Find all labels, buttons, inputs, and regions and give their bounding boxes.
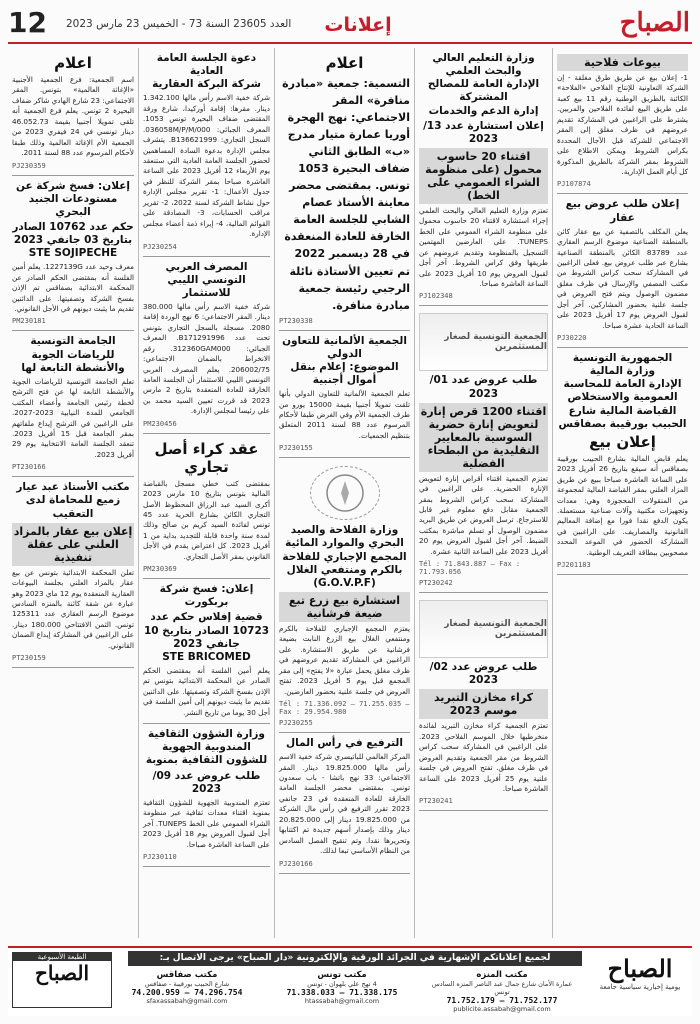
office-address: عمارة الأمان شارع جمال عبد الناصر المنزه السادس تونس: [431, 980, 573, 996]
ad-highlight: اقتناء 20 حاسوب محمول (على منظومة الشراء العمومي على الخط): [419, 148, 548, 204]
weekly-logo-name: الصباح: [34, 961, 90, 985]
ad-title: الجمهورية التونسية وزارة المالية الإدارة العامة للمحاسبة العمومية والاستخلاص القباضة المالية شارع الحبيب بورقيبة بصفاقس: [558, 352, 687, 430]
ad-reference: PT230166: [12, 463, 46, 472]
footer-logo-daily: [590, 954, 690, 991]
office-tunis: [267, 970, 417, 1005]
ad-subtitle: إعلان استشارة عدد 13/ 2023: [423, 119, 544, 145]
ad-body: تعتزم وزارة التعليم العالي والبحث العلمي إجراء استشارة لاقتناء 20 حاسوب محمول على منظومة الشراء العمومي على الخط TUNEPS. على العارضين المهتمين التسجيل بالمنظومة وتقديم عروضهم عن طريقها وفق كراس الشروط. آخر أجل لقبول العروض يوم 10 أفريل 2023 على الساعة العاشرة صباحا.: [419, 205, 548, 288]
column-2: [414, 48, 552, 938]
ad-reference: PJ107874: [557, 180, 591, 189]
ad-reference: PT230159: [12, 654, 46, 663]
ad-auction-sale: [12, 477, 134, 668]
ads-columns: [8, 48, 692, 938]
ad-title: مكتب الأستاذ عبد عيار زميع للمحاماة لدى التعقيب: [16, 481, 130, 520]
ad-body: يعلم قابض المالية بشارع الحبيب بورقيبة بصفاقس أنه سيقع بتاريخ 26 أفريل 2023 على الساعة العاشرة صباحا ببيع عن طريق المزاد العلني بمقر القباضة المالية لمجموعة من المنقولات المحجوزة وهي: معدات وتجهيزات مكتبية وآلات صناعية مستعملة. يكون الدفع نقدا فورا مع إضافة المعاليم القانونية والمصاريف. على الراغبين في المشاركة الحضور في الموعد المحدد مصحوبين ببطاقة التعريف الوطنية.: [557, 453, 688, 557]
column-3: [274, 48, 414, 938]
ad-title: بيوعات فلاحية: [557, 54, 688, 71]
contact-banner: لجميع إعلاناتكم الإشهارية في الجرائد الورقية والإلكترونية «دار الصباح» يرجى الاتصال بـ:: [128, 951, 582, 966]
ad-reference: PT230242: [419, 579, 453, 588]
page-header: [8, 6, 692, 44]
ad-tender-01: [419, 306, 548, 593]
ad-highlight: إعلان بيع عقار بالمزاد العلني على عقلة تنفيذية: [13, 524, 133, 564]
ad-sojipeche-liquidation: [12, 176, 134, 332]
footer-logo-tagline: يومية إخبارية سياسية جامعة: [599, 983, 681, 991]
ad-agricultural-sales: [557, 48, 688, 194]
footer-logo-weekly: [12, 952, 112, 1008]
page-footer: [8, 946, 692, 1016]
ad-title: اعلام: [325, 54, 364, 72]
ad-body: تعتزم الجمعية اقتناء أقراص إنارة لتعويض الإنارة الحضرية. على الراغبين في المشاركة سحب كراس الشروط بمقر الجمعية مقابل دفع معلوم غير قابل للاسترجاع. ترسل العروض عن طريق البريد مضمون الوصول أو تسلم مباشرة بمكتب الضبط. آخر أجل لقبول العروض يوم 20 أفريل 2023 على الساعة الثانية عشرة.: [419, 473, 548, 556]
ad-title: المصرف العربي التونسي الليبي للاستثمار: [165, 260, 248, 299]
page-number: 12: [8, 6, 47, 39]
ad-title: وزارة التعليم العالي والبحث العلمي الإدارة العامة للمصالح المشتركة إدارة الدعم والخدمات: [427, 52, 540, 117]
office-address: شارع الحبيب بورقيبة - صفاقس: [144, 980, 230, 988]
footer-logo-name: الصباح: [607, 954, 673, 983]
ad-general-meeting: [143, 48, 270, 257]
ad-subtitle: حكم عدد 10762 الصادر بتاريخ 03 جانفي 2023 STE SOJIPECHE: [12, 220, 134, 260]
ad-title: وزارة الفلاحة والصيد البحري والموارد المائية المجمع الإجباري للفلاحة بالكرم ومنتفعي الغلال (G.O.V.P.F): [282, 524, 407, 589]
ad-highlight: كراء مخازن التبريد موسم 2023: [419, 689, 548, 719]
office-email: publicite.assabah@gmail.com: [453, 1005, 551, 1013]
ad-highlight: اقتناء 1200 قرص إنارة لتعويض إنارة حضرية السوسية بالمعايير التقليدية من البطحاء الفضلية: [420, 404, 547, 470]
ad-heading: طلب عروض عدد 02/ 2023: [429, 661, 538, 687]
ad-title: عقد كراء أصل تجاري: [154, 439, 259, 476]
ad-body: تعلم الجامعة التونسية للرياضات الجوية والأنشطة التابعة لها عن فتح الترشح لخطة رئيس الجامعة وأعضاء المكتب الجامعي للمدة النيابية 2023-2027. على الراغبين في الترشح إيداع ملفاتهم بمقر الجامعة قبل 15 أفريل 2023. تنعقد الجلسة العامة الانتخابية يوم 29 أفريل 2023.: [12, 376, 134, 459]
ad-company-liquidation: [143, 579, 270, 724]
association-name: الجمعية التونسية لصغار المستثمرين: [444, 332, 547, 353]
ad-reference: PJ201183: [557, 561, 591, 570]
office-title: مكتب تونس: [317, 970, 367, 980]
office-phone: 74.200.959 — 74.296.754: [131, 988, 243, 997]
ad-contact: Tél : 71.843.887 — Fax : 71.793.056: [419, 560, 521, 577]
ad-reference: PT230241: [419, 797, 453, 806]
ad-reference: PJ230255: [279, 719, 313, 728]
ad-title: الجمعية الألمانية للتعاون الدولي الموضوع: إعلام بنقل أموال أجنبية: [282, 334, 407, 387]
ad-reference: PJ230359: [12, 161, 46, 170]
ad-subtitle: طلب عروض عدد 09/ 2023: [152, 769, 261, 795]
ad-culture-tender: [143, 724, 270, 867]
association-logo: [419, 313, 548, 371]
ad-association-notice: [279, 48, 410, 331]
ad-heading: إعلان بيع: [589, 432, 656, 451]
ad-body: تعلم الجمعية الألمانية للتعاون الدولي بأنها تلقت تمويلا أجنبيا بقيمة 15000 يورو من طرف الجمعية الأم وفي الغرض طبقا لأحكام المرسوم عدد 88 لسنة 2011 المتعلق بتنظيم الجمعيات.: [279, 389, 411, 440]
column-5: [8, 48, 138, 938]
ad-subtitle: قضية إفلاس حكم عدد 10723 الصادر بتاريخ 10 جانفي 2023 STE BRICOMED: [143, 611, 270, 663]
ad-title: دعوة الجلسة العامة العادية شركة البركة العقارية: [152, 52, 261, 91]
ad-bank-notice: [143, 257, 270, 434]
ad-agriculture-group: [279, 458, 410, 733]
ad-heading: طلب عروض عدد 01/ 2023: [429, 374, 538, 400]
association-logo: [419, 600, 548, 658]
ad-body: يعلم أمين الفلسة أنه بمقتضى الحكم الصادر عن المحكمة الابتدائية بتونس تم الإذن بفسخ الشركة وتصفيتها. على الدائنين تقديم ما يثبت ديونهم إلى أمين الفلسة في أجل 30 يوما من تاريخ النشر.: [143, 665, 270, 717]
column-1: [552, 48, 692, 938]
office-title: مكتب صفاقس: [156, 970, 218, 980]
ad-body: التسمية: جمعية «مبادرة منافرة» المقر الاجتماعي: نهج الهجرة أوريا عمارة متيار مدرج «ب» الطابق الثاني ضفاف البحيرة 1053 تونس. بمقتضى محضر معاينة الأستاذ عصام الشابي للجلسة العامة الخارقة للعادة المنعقدة في 28 ديسمبر 2022 تم تعيين الأستاذة نائلة الرجبي رئيسة جمعية مبادرة منافرة.: [282, 77, 410, 312]
ad-reference: PJ102348: [419, 292, 453, 301]
ad-tender-02: [419, 593, 548, 811]
ad-body: معرف وحيد عدد 1227139G. يعلم أمين الفلسة أنه بمقتضى الحكم الصادر عن المحكمة الابتدائية بصفاقس تم الإذن بفسخ الشركة وتصفيتها. على الدائنين تقديم ما يثبت ديونهم في الأجل القانوني.: [12, 262, 134, 313]
issue-date: العدد 23605 السنة 73 - الخميس 23 مارس 2023: [66, 18, 292, 30]
ad-title: إعلان طلب عروض بيع عقار: [565, 198, 680, 224]
ad-capital-increase: [279, 733, 410, 874]
office-menzah: [427, 970, 577, 1013]
ad-reference: PT230338: [279, 316, 313, 325]
ministry-emblem: [310, 466, 380, 520]
office-sfax: [112, 970, 262, 1005]
ad-reference: PJ230110: [143, 852, 177, 861]
ad-title: الترفيع في رأس المال: [286, 737, 403, 750]
weekly-edition-label: الطبعة الأسبوعية: [13, 953, 111, 961]
ad-reference: PJ230155: [279, 444, 313, 453]
ad-body: شركة خفية الاسم رأس مالها 1.342.100 دينار. مقرها: إقامة أوركيدا، شارع ورقة المقتضى ضفاف البحيرة تونس 1053. المعرف الجبائي: 036058M/P/M/000. السجل التجاري: B136621999. يتشرف مجلس الإدارة بدعوة السادة المساهمين لحضور الجلسة العامة العادية التي ستنعقد يوم الأربعاء 12 أفريل 2023 على الساعة العاشرة صباحا بمقر الشركة للنظر في جدول الأعمال: 1- تقرير مجلس الإدارة حول نشاط الشركة لسنة 2022، 2- تقرير مراقب الحسابات، 3- المصادقة على القوائم المالية، 4- إبراء ذمة أعضاء مجلس الإدارة.: [143, 93, 270, 239]
office-phone: 71.338.033 — 71.338.175: [286, 988, 398, 997]
ad-body: تعتزم الجمعية كراء مخازن التبريد لفائدة منخرطيها خلال الموسم الفلاحي 2023. على الراغبين في المشاركة سحب كراس الشروط من مقر الجمعية وتقديم العروض في ظرف مغلق. تفتح العروض في جلسة علنية يوم 25 أفريل 2023 على الساعة العاشرة صباحا.: [419, 721, 548, 793]
ad-body: المركز العالمي للباتيسري شركة خفية الاسم رأس مالها 19.825.000 دينار. المقر الاجتماعي: 33 نهج باتشا - باب سعدون تونس. بمقتضى محضر الجلسة العامة الخارقة للعادة المنعقدة في 23 جانفي 2023 تقرر الترفيع في رأس مال الشركة من 19.825.000 دينار إلى 20.825.000 دينار وذلك بإصدار أسهم جديدة تم اكتتابها وتحريرها نقدا. وتم تنقيح الفصل السادس من النظام الأساسي تبعا لذلك.: [279, 752, 410, 856]
ad-relief-association: [12, 48, 134, 176]
ad-reference: PJ230166: [279, 859, 313, 868]
office-address: 4 نهج علي بلهوان - تونس: [307, 980, 377, 988]
ad-reference: PJ30220: [557, 334, 587, 342]
ad-sale-announcement: [557, 348, 688, 575]
association-name: الجمعية التونسية لصغار المستثمرين: [444, 619, 547, 640]
ad-body: تعتزم المندوبية الجهوية للشؤون الثقافية بمنوبة اقتناء معدات ثقافية عبر منظومة الشراء العمومي على الخط TUNEPS. آخر أجل لقبول العروض يوم 18 أفريل 2023 على الساعة العاشرة صباحا.: [143, 797, 270, 849]
ad-title: وزارة الشؤون الثقافية المندوبية الجهوية للشؤون الثقافية بمنوبة: [145, 728, 268, 767]
ad-air-sports-federation: [12, 331, 134, 477]
office-email: htassabah@gmail.com: [304, 997, 380, 1005]
ad-highlight: استشارة بيع زرع تبع ضيعة فرشانية: [279, 592, 410, 622]
ad-reference: PM230456: [143, 419, 177, 428]
section-title: إعلانات: [324, 14, 392, 36]
ad-contact: Tél : 71.336.092 — 71.255.035 — Fax : 29.954.980: [279, 700, 410, 717]
ad-body: يعلن المكلف بالتصفية عن بيع عقار كائن بالمنطقة الصناعية موضوع الرسم العقاري عدد 83789 الكائن بالمنطقة الصناعية بشارع عبر طلب عروض بيع. فعلى الراغبين في المشاركة سحب كراس الشروط من مكتب المصفي والإرسال في ظرف مغلق مضمون الوصول ويتم فتح العروض في جلسة علنية بحضور المشاركين. آخر أجل لقبول العروض يوم 17 أفريل 2023 على الساعة الحادية عشرة صباحا.: [557, 226, 688, 330]
ad-body: 1- إعلان بيع عن طريق طرق مغلقة - إن الشركة التعاونية للإنتاج الفلاحي «الفلاحة» الكائنة بالطريق الوطنية رقم 11 بيع كعبة على طريق البيع لفائدة الفلاحين والمربين. يشترط على الراغبين في المشاركة تقديم عروضهم في ظرف مغلق إلى المقر الاجتماعي للشركة قبل الآجال المحددة بكراس الشروط ويمكن الاطلاع على الشروط بمقر الشركة بالطريق المذكورة كل أيام العمل الإدارية.: [557, 73, 688, 176]
ad-body: بمقتضى كتب خطي مسجل بالقباضة المالية بتونس بتاريخ 10 مارس 2023 أكرى السيد عبد الرزاق المحظوظ الأصل التجاري الكائن بشارع الحرية عدد 45 تونس لفائدة السيد كريم بن صالح وذلك لمدة سنة واحدة قابلة للتجديد بداية من 1 أفريل 2023. كل اعتراض يقدم في الأجل القانوني بمقر الأصل التجاري.: [143, 478, 270, 561]
newspaper-logo: الصباح: [619, 8, 690, 38]
ad-reference: PJ230254: [143, 242, 177, 251]
emblem-icon: [325, 473, 365, 513]
office-phone: 71.752.179 — 71.752.177: [446, 996, 558, 1005]
ad-laptop-consultation: [419, 48, 548, 306]
ad-body: اسم الجمعية: فرع الجمعية الأجنبية «الإغاثة العالمية» بتونس. المقر الاجتماعي: 23 شارع الهادي شاكر ضفاف البحيرة 2 تونس. يعلم فرع الجمعية أنه تلقى تمويلا أجنبيا بقيمة 46.052.73 دينار تونسي في 24 فيفري 2023 من الجمعية الأم الإغاثة العالمية وذلك طبقا لأحكام المرسوم عدد 88 لسنة 2011.: [12, 75, 135, 158]
ad-property-tender: [557, 194, 688, 348]
ad-reference: PM230181: [12, 317, 46, 326]
ad-body: يعتزم المجمع الإجباري للفلاحة بالكرم ومنتفعي الغلال بيع الزرع النابت بضيعة فرشانية عن طريق الاستشارة. على الراغبين في المشاركة تقديم عروضهم في ظرف مغلق يحمل عبارة «لا يفتح» إلى مقر المجمع قبل يوم 5 أفريل 2023. تفتح العروض في جلسة علنية بحضور العارضين.: [279, 623, 411, 696]
office-title: مكتب المنزه: [476, 970, 528, 980]
column-4: [138, 48, 274, 938]
ad-reference: PM230369: [143, 565, 177, 574]
ad-body: تعلن المحكمة الابتدائية بتونس عن بيع عقار بالمزاد العلني بجلسة البيوعات العقارية المنعقدة يوم 12 ماي 2023 وهو عبارة عن شقة كائنة بالمنزه السادس موضوع الرسم العقاري عدد 125311 تونس. الثمن الافتتاحي 180.000 دينار. على الراغبين في المشاركة إيداع الضمان القانوني.: [12, 567, 134, 650]
ad-title: إعلان: فسخ شركة عن مستودعات الجنيد البحري: [16, 179, 130, 218]
ad-foreign-funds: [279, 331, 410, 459]
ad-title: إعلان: فسخ شركة بربكورت: [159, 583, 254, 609]
ad-title: الجامعة التونسية للرياضات الجوية والأنشطة التابعة لها: [21, 335, 125, 374]
office-email: sfaxassabah@gmail.com: [146, 997, 228, 1005]
ad-business-lease: [143, 434, 270, 580]
ad-body: شركة خفية الاسم رأس مالها 380.000 دينار. المقر الاجتماعي: 6 نهج الوردة إقامة 2080. مسجلة بالسجل التجاري بتونس تحت عدد B171291996. المعرف الجبائي: 312360GAM000. رقم الانخراط بالضمان الاجتماعي: 206002/75. يعلم المصرف العربي التونسي الليبي للاستثمار أن الجلسة العامة الخارقة للعادة المنعقدة بتاريخ 2 مارس 2023 قد قررت تعيين السيد محمد بن علي رئيسا لمجلس الإدارة.: [143, 301, 270, 416]
ad-title: اعلام: [54, 54, 92, 72]
